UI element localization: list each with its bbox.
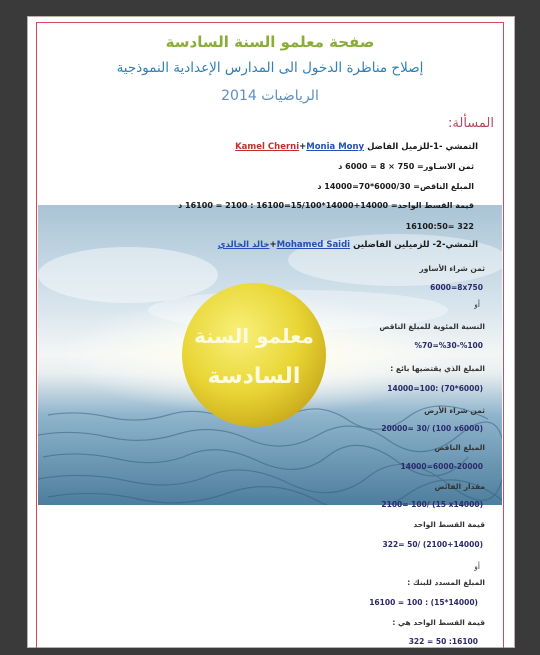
step-value: 6000=8x750 (430, 283, 483, 292)
step-value: 14000=100: (70*6000) (387, 384, 483, 393)
step-label: أو (474, 300, 480, 309)
author-link[interactable]: خالد الخالدي (217, 240, 270, 250)
author-link[interactable]: Kamel Cherni (235, 142, 300, 152)
solution1-line: ثمن الاسـاور= 750 × 8 = 6000 د (338, 162, 474, 171)
step-value: 322 = 50 :16100 (408, 637, 478, 646)
solution1-line: 322 =16100:50 (405, 222, 474, 231)
author-link[interactable]: Mohamed Saidi (276, 240, 351, 250)
step-label: المبلغ الذي يقتضيها بائع : (390, 364, 485, 373)
step-label: قيمة القسط الواحد هي : (392, 618, 485, 627)
logo-text-line1: معلمو السنة (194, 324, 314, 348)
page-title: صفحة معلمو السنة السادسة (165, 33, 375, 51)
step-label: أو (474, 562, 480, 571)
solution2-label: التمشي-2- للزميلين الفاضلين (353, 240, 478, 250)
problem-heading: المسألة: (448, 116, 494, 131)
step-label: ثمن شراء الأساور (419, 264, 485, 273)
solution1-line: المبلغ الناقص= 6000/30*70=14000 د (317, 182, 474, 191)
logo-text-line2: السادسة (207, 364, 301, 389)
step-label: مقدار الفائض (434, 482, 485, 491)
author-link[interactable]: Monia Mony (306, 142, 365, 152)
step-value: 16100 = 100 : (15*14000) (369, 598, 478, 607)
step-label: النسبة المئوية للمبلغ الناقص (379, 322, 485, 331)
step-value: 322= 50/ (2100+14000) (382, 540, 483, 549)
plus-sign: + (299, 142, 307, 152)
page-border (36, 22, 504, 648)
step-label: ثمن شراء الأرض (424, 406, 485, 415)
step-label: قيمة القسط الواحد (413, 520, 485, 529)
step-label: المبلغ الناقص (434, 443, 485, 452)
solution1-line: قيمة القسط الواحد= 14000+14000*15/100=16100 : 2100 = 16100 د (178, 201, 474, 210)
step-label: المبلغ المسدد للبنك : (407, 578, 485, 587)
solution1-header (235, 142, 478, 152)
subject-year: الرياضيات 2014 (221, 88, 319, 104)
step-value: 20000= 30/ (100 x6000) (381, 424, 483, 433)
step-value: 2100= 100/ (15 x14000) (381, 500, 483, 509)
page-subtitle: إصلاح مناظرة الدخول الى المدارس الإعدادية النموذجية (116, 60, 424, 76)
step-value: 14000=6000-20000 (400, 462, 483, 471)
solution2-header (218, 240, 478, 250)
plus-sign: + (269, 240, 277, 250)
step-value: %70=%30-%100 (414, 341, 483, 350)
solution1-label: التمشي -1-للزميل الفاضل (367, 142, 478, 152)
